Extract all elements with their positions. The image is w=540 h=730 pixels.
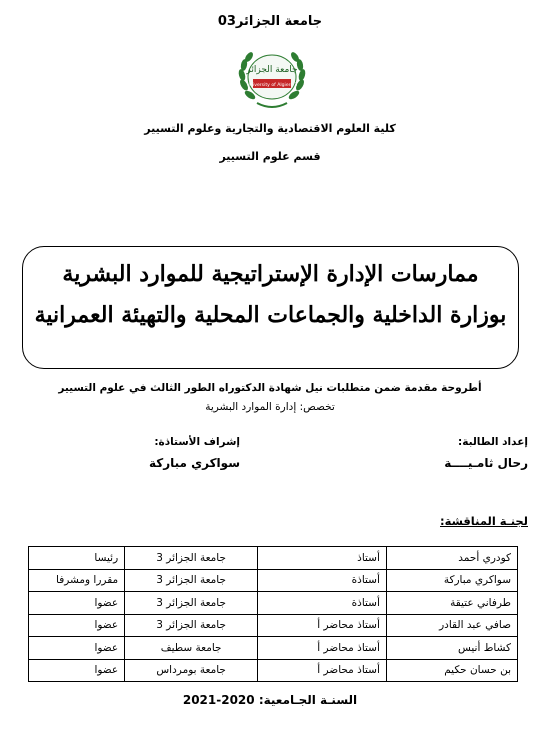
supervisor-label: إشراف الأستاذة:: [154, 436, 240, 448]
jury-member-university: جامعة الجزائر 3: [125, 547, 258, 570]
jury-member-role: عضوا: [29, 592, 125, 615]
supervisor-name: سواكري مباركة: [148, 456, 240, 470]
svg-text:University of Algiers 3: University of Algiers 3: [246, 83, 298, 88]
laurel-logo-icon: [235, 45, 309, 113]
student-label: إعداد الطالبة:: [458, 436, 528, 448]
jury-member-role: عضوا: [29, 637, 125, 660]
jury-member-rank: أستاذ محاضر أ: [258, 659, 387, 682]
svg-text:جامعة الجزائر: جامعة الجزائر: [246, 65, 298, 75]
jury-member-role: مقررا ومشرفا: [29, 569, 125, 592]
jury-member-university: جامعة الجزائر 3: [125, 592, 258, 615]
jury-member-rank: أستاذ محاضر أ: [258, 614, 387, 637]
table-row: [29, 547, 518, 570]
university-name: جامعة الجزائر03: [217, 14, 323, 29]
faculty-name: كلية العلوم الاقتصادية والتجارية وعلوم التسيير: [144, 122, 396, 135]
jury-member-rank: أستاذ: [258, 547, 387, 570]
table-row: [29, 614, 518, 637]
jury-member-name: بن حسان حكيم: [386, 659, 517, 682]
jury-member-name: كشاط أنيس: [386, 637, 517, 660]
jury-member-name: صافي عبد القادر: [386, 614, 517, 637]
jury-member-rank: أستاذة: [258, 592, 387, 615]
jury-member-university: جامعة الجزائر 3: [125, 614, 258, 637]
jury-table: [28, 546, 518, 682]
thesis-title-line-2: بوزارة الداخلية والجماعات المحلية والتهيئة العمرانية: [34, 302, 507, 328]
student-name: رحال ثامـيــــة: [444, 456, 528, 470]
table-row: [29, 659, 518, 682]
jury-member-role: عضوا: [29, 614, 125, 637]
jury-member-university: جامعة بومرداس: [125, 659, 258, 682]
table-row: [29, 637, 518, 660]
jury-member-university: جامعة الجزائر 3: [125, 569, 258, 592]
table-row: [29, 569, 518, 592]
jury-member-role: رئيسا: [29, 547, 125, 570]
thesis-title-line-1: ممارسات الإدارة الإستراتيجية للموارد البشرية: [62, 261, 479, 287]
university-logo: [235, 45, 309, 113]
department-name: قسم علوم التسيير: [219, 150, 321, 163]
jury-member-name: سواكري مباركة: [386, 569, 517, 592]
jury-member-role: عضوا: [29, 659, 125, 682]
specialization: تخصص: إدارة الموارد البشرية: [205, 401, 335, 413]
jury-member-rank: أستاذ محاضر أ: [258, 637, 387, 660]
table-row: [29, 592, 518, 615]
jury-member-university: جامعة سطيف: [125, 637, 258, 660]
jury-label: لجنـة المناقشة:: [440, 514, 528, 528]
jury-member-name: طرفاني عتيقة: [386, 592, 517, 615]
jury-member-rank: أستاذة: [258, 569, 387, 592]
academic-year: السنـة الجـامعية: 2020-2021: [182, 693, 358, 707]
thesis-title-box: [22, 246, 519, 369]
jury-member-name: كودري أحمد: [386, 547, 517, 570]
thesis-description: أطروحة مقدمة ضمن متطلبات نيل شهادة الدكتوراه الطور الثالث في علوم التسيير: [58, 382, 482, 394]
